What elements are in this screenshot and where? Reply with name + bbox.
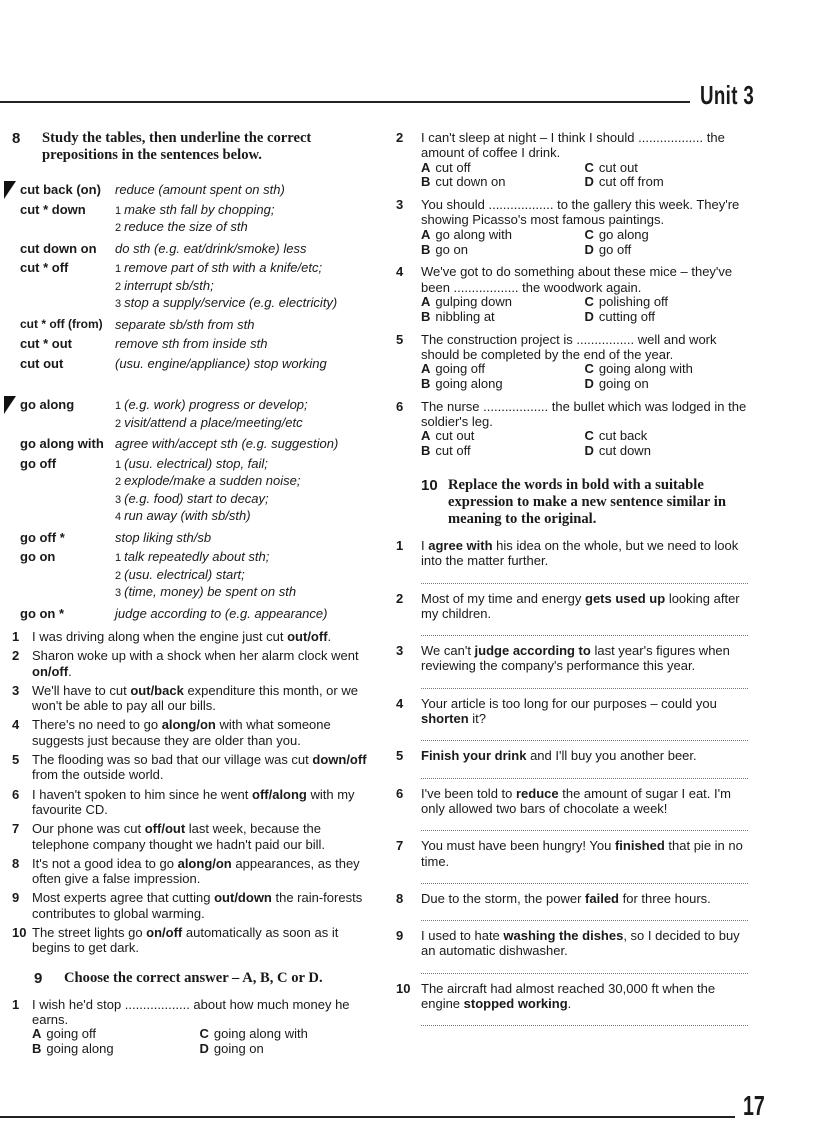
section10-heading bbox=[396, 477, 748, 528]
bold-phrase: off/out bbox=[144, 821, 186, 837]
definition-row bbox=[12, 260, 367, 313]
definition-line: 1 talk repeatedly about sth; bbox=[115, 549, 270, 564]
definition-line: 1 make sth fall by chopping; bbox=[115, 201, 275, 217]
question-stem bbox=[12, 997, 367, 1057]
rewrite-body bbox=[421, 786, 748, 839]
sentence-text: I agree with his idea on the whole, but we need to look into the matter further. bbox=[421, 537, 739, 569]
option-letter: A bbox=[421, 428, 431, 444]
phrasal-verb: cut down on bbox=[20, 240, 97, 256]
exercise9-questions-left bbox=[12, 997, 367, 1057]
answer-option-d[interactable]: D cut off from bbox=[584, 174, 664, 190]
item-number: 8 bbox=[396, 890, 404, 906]
rewrite-item bbox=[396, 891, 748, 928]
item-number: 2 bbox=[12, 648, 20, 664]
option-letter: D bbox=[584, 375, 594, 391]
option-letter: D bbox=[584, 174, 594, 190]
exercise-sentence bbox=[12, 683, 367, 714]
item-number: 4 bbox=[12, 717, 20, 733]
phrasal-verb: cut back (on) bbox=[20, 182, 101, 197]
bold-phrase: on/off bbox=[32, 663, 69, 679]
exercise-sentence bbox=[12, 717, 367, 748]
phrasal-verb: go off bbox=[20, 455, 57, 471]
definition bbox=[115, 241, 367, 257]
option-letter: A bbox=[421, 159, 431, 175]
sense-number: 1 bbox=[115, 400, 122, 412]
sense-number: 3 bbox=[115, 298, 122, 310]
answer-line[interactable] bbox=[421, 961, 748, 974]
answer-option-c[interactable]: C polishing off bbox=[584, 293, 669, 309]
definition-row bbox=[12, 456, 367, 526]
answer-option-b[interactable]: B go on bbox=[421, 241, 468, 257]
sense-number: 2 bbox=[115, 280, 122, 293]
bold-phrase: Finish your drink bbox=[421, 748, 527, 764]
bold-phrase: failed bbox=[585, 890, 619, 906]
exercise-sentence bbox=[12, 890, 367, 921]
definition-row bbox=[12, 317, 367, 333]
definition bbox=[115, 436, 367, 452]
rewrite-body bbox=[421, 748, 748, 785]
bold-phrase: out/off bbox=[287, 629, 328, 644]
answer-option-d[interactable]: D going on bbox=[584, 375, 649, 391]
sense-number: 3 bbox=[115, 493, 122, 506]
question-stem bbox=[396, 264, 748, 324]
definition-row bbox=[12, 356, 367, 372]
definition bbox=[115, 202, 367, 237]
definition-line: judge according to (e.g. appearance) bbox=[115, 605, 328, 621]
option-letter: A bbox=[421, 293, 431, 309]
item-number: 7 bbox=[12, 821, 20, 837]
question-body bbox=[421, 197, 748, 257]
definition-line: do sth (e.g. eat/drink/smoke) less bbox=[115, 240, 307, 256]
bold-phrase: judge according to bbox=[474, 643, 591, 659]
option-letter: C bbox=[584, 293, 594, 309]
rewrite-body bbox=[421, 838, 748, 891]
answer-line[interactable] bbox=[421, 818, 748, 831]
definition bbox=[115, 260, 367, 313]
phrasal-verb: go on * bbox=[20, 605, 65, 621]
item-number: 4 bbox=[396, 695, 404, 711]
option-letter: D bbox=[584, 241, 594, 257]
definition-line: 1 remove part of sth with a knife/etc; bbox=[115, 260, 323, 275]
item-number: 5 bbox=[12, 752, 20, 768]
item-number: 2 bbox=[396, 130, 404, 145]
answer-option-d[interactable]: D going on bbox=[199, 1041, 264, 1057]
question-body bbox=[421, 264, 748, 324]
section-instruction: Study the tables, then underline the correct prepositions in the sentences below. bbox=[42, 130, 312, 163]
answer-option-b[interactable]: B going along bbox=[32, 1041, 114, 1057]
answer-option-a[interactable]: A cut off bbox=[421, 159, 471, 175]
sentence-text: Your article is too long for our purposes – could you shorten it? bbox=[421, 695, 717, 727]
answer-options bbox=[421, 228, 748, 258]
item-number: 10 bbox=[12, 925, 27, 941]
bold-phrase: reduce bbox=[516, 785, 559, 801]
item-number: 9 bbox=[12, 890, 20, 906]
answer-line[interactable] bbox=[421, 766, 748, 779]
question-body bbox=[32, 997, 367, 1057]
definition bbox=[115, 397, 367, 432]
answer-option-a[interactable]: A going off bbox=[32, 1026, 97, 1042]
definition-line: 2 explode/make a sudden noise; bbox=[115, 473, 301, 488]
multiple-choice-question bbox=[396, 130, 748, 190]
item-number: 3 bbox=[12, 682, 20, 698]
option-letter: B bbox=[421, 443, 431, 459]
sense-number: 1 bbox=[115, 204, 122, 217]
answer-option-d[interactable]: D cut down bbox=[584, 443, 651, 459]
answer-line[interactable] bbox=[421, 1013, 748, 1026]
answer-option-c[interactable]: C cut out bbox=[584, 159, 638, 175]
definition-row bbox=[12, 436, 367, 452]
multiple-choice-question bbox=[396, 264, 748, 324]
answer-line[interactable] bbox=[421, 676, 748, 689]
rewrite-item bbox=[396, 643, 748, 696]
definition-row bbox=[12, 606, 367, 622]
answer-options bbox=[421, 362, 748, 392]
sentence-text: Most of my time and energy gets used up looking after my children. bbox=[421, 590, 740, 621]
item-number: 5 bbox=[396, 748, 404, 764]
bold-phrase: agree with bbox=[428, 537, 493, 553]
definition-line: 3 (e.g. food) start to decay; bbox=[115, 490, 269, 506]
section8-heading bbox=[12, 130, 367, 164]
answer-options bbox=[32, 1027, 367, 1057]
answer-options bbox=[421, 161, 748, 191]
phrasal-verb: cut out bbox=[20, 355, 64, 371]
sentence-text: I haven't spoken to him since he went off/along with my favourite CD. bbox=[32, 786, 355, 817]
definition bbox=[115, 549, 367, 602]
rewrite-item bbox=[396, 981, 748, 1034]
answer-option-a[interactable]: A gulping down bbox=[421, 293, 513, 309]
definition-line: 1 (e.g. work) progress or develop; bbox=[115, 397, 308, 412]
footer-rule bbox=[0, 1116, 735, 1118]
header-rule bbox=[0, 101, 690, 103]
definition bbox=[115, 530, 367, 546]
option-letter: B bbox=[421, 308, 431, 324]
sentence-text: Sharon woke up with a shock when her alarm clock went on/off. bbox=[32, 648, 359, 679]
sentence-text: We can't judge according to last year's figures when reviewing the company's performance this year. bbox=[421, 643, 730, 674]
bold-phrase: out/back bbox=[130, 682, 184, 698]
answer-line[interactable] bbox=[421, 728, 748, 741]
bold-phrase: along/on bbox=[161, 717, 216, 733]
definition-line: reduce (amount spent on sth) bbox=[115, 182, 285, 197]
multiple-choice-question bbox=[396, 399, 748, 459]
question-text: I can't sleep at night – I think I should .................. the amount of coffee I drink. bbox=[421, 130, 725, 161]
exercise-sentence bbox=[12, 925, 367, 956]
section-marker-icon bbox=[4, 181, 16, 199]
option-letter: C bbox=[199, 1026, 209, 1042]
answer-option-b[interactable]: B cut down on bbox=[421, 174, 506, 190]
answer-option-c[interactable]: C going along with bbox=[584, 361, 693, 377]
definition-line: 2 visit/attend a place/meeting/etc bbox=[115, 414, 303, 430]
bold-phrase: on/off bbox=[146, 925, 183, 941]
exercise-sentence bbox=[12, 787, 367, 818]
item-number: 3 bbox=[396, 643, 404, 659]
question-body bbox=[421, 332, 748, 392]
definition-row bbox=[12, 336, 367, 352]
phrasal-verb: cut * out bbox=[20, 336, 72, 351]
section-number: 9 bbox=[34, 969, 43, 987]
cut-group bbox=[12, 182, 367, 371]
rewrite-item bbox=[396, 748, 748, 785]
bold-phrase: out/down bbox=[214, 890, 272, 906]
section-instruction: Replace the words in bold with a suitable expression to make a new sentence similar in meaning to the original. bbox=[448, 476, 726, 527]
item-number: 1 bbox=[12, 629, 20, 644]
exercise10-items bbox=[396, 538, 748, 1033]
bold-phrase: stopped working bbox=[463, 995, 568, 1011]
question-text: The nurse .................. the bullet which was lodged in the soldier's leg. bbox=[421, 398, 747, 430]
option-letter: A bbox=[421, 226, 431, 242]
right-column bbox=[396, 130, 748, 1033]
definition-row bbox=[12, 530, 367, 546]
option-letter: D bbox=[584, 443, 594, 459]
phrasal-verb: go along bbox=[20, 397, 75, 412]
bold-phrase: shorten bbox=[421, 711, 469, 727]
exercise9-questions-right bbox=[396, 130, 748, 459]
definition bbox=[115, 356, 367, 372]
item-number: 4 bbox=[396, 264, 404, 280]
sentence-text: I used to hate washing the dishes, so I decided to buy an automatic dishwasher. bbox=[421, 928, 740, 959]
sense-number: 4 bbox=[115, 511, 122, 523]
definition bbox=[115, 182, 367, 198]
answer-line[interactable] bbox=[421, 623, 748, 636]
item-number: 9 bbox=[396, 928, 404, 944]
sentence-text: It's not a good idea to go along/on appearances, as they often give a false impression. bbox=[32, 855, 360, 887]
exercise-sentence bbox=[12, 752, 367, 783]
sense-number: 1 bbox=[115, 458, 122, 471]
definition-line: agree with/accept sth (e.g. suggestion) bbox=[115, 436, 339, 451]
rewrite-item bbox=[396, 928, 748, 981]
option-letter: A bbox=[421, 361, 431, 377]
multiple-choice-question bbox=[396, 197, 748, 257]
rewrite-body bbox=[421, 538, 748, 591]
bold-phrase: washing the dishes bbox=[503, 928, 624, 944]
bold-phrase: along/on bbox=[177, 855, 232, 871]
item-number: 2 bbox=[396, 590, 404, 606]
definition-line: 3 stop a supply/service (e.g. electricity) bbox=[115, 295, 338, 310]
rewrite-body bbox=[421, 981, 748, 1034]
definition bbox=[115, 336, 367, 352]
sentence-text: Finish your drink and I'll buy you another beer. bbox=[421, 748, 697, 764]
sentence-text: We'll have to cut out/back expenditure this month, or we won't be able to pay all our bills. bbox=[32, 682, 358, 714]
option-letter: A bbox=[32, 1026, 42, 1042]
question-stem bbox=[396, 332, 748, 392]
exercise-sentence bbox=[12, 648, 367, 679]
definition-line: (usu. engine/appliance) stop working bbox=[115, 355, 327, 371]
rewrite-item bbox=[396, 786, 748, 839]
question-body bbox=[421, 399, 748, 459]
phrasal-verb: go off * bbox=[20, 529, 65, 545]
unit-title: Unit 3 bbox=[700, 80, 755, 110]
section-number: 8 bbox=[12, 130, 21, 147]
answer-line[interactable] bbox=[421, 571, 748, 584]
definition-line: 3 (time, money) be spent on sth bbox=[115, 584, 297, 599]
answer-line[interactable] bbox=[421, 871, 748, 884]
sense-number: 1 bbox=[115, 263, 122, 275]
item-number: 7 bbox=[396, 838, 404, 854]
item-number: 6 bbox=[12, 786, 20, 802]
definition-line: separate sb/sth from sth bbox=[115, 316, 255, 332]
definition-row bbox=[12, 202, 367, 237]
option-letter: B bbox=[421, 241, 431, 257]
definition-row bbox=[12, 549, 367, 602]
answer-options bbox=[421, 429, 748, 459]
sentence-text: The flooding was so bad that our village was cut down/off from the outside world. bbox=[32, 752, 367, 783]
bold-phrase: off/along bbox=[252, 786, 307, 802]
item-number: 1 bbox=[12, 996, 20, 1012]
section-marker-icon bbox=[4, 396, 16, 414]
item-number: 5 bbox=[396, 331, 404, 347]
sentence-text: You must have been hungry! You finished that pie in no time. bbox=[421, 838, 743, 869]
definition-line: 2 reduce the size of sth bbox=[115, 219, 248, 234]
phrasal-verb-table bbox=[12, 182, 367, 621]
rewrite-body bbox=[421, 696, 748, 749]
multiple-choice-question bbox=[12, 997, 367, 1057]
question-stem bbox=[396, 130, 748, 190]
item-number: 6 bbox=[396, 398, 404, 414]
rewrite-item bbox=[396, 538, 748, 591]
rewrite-item bbox=[396, 838, 748, 891]
item-number: 3 bbox=[396, 197, 404, 213]
option-letter: C bbox=[584, 428, 594, 444]
sense-number: 2 bbox=[115, 569, 122, 582]
exercise8-sentences bbox=[12, 629, 367, 956]
sentence-text: I've been told to reduce the amount of sugar I eat. I'm only allowed two bars of chocolate a week! bbox=[421, 785, 731, 816]
phrasal-verb: cut * off (from) bbox=[20, 316, 103, 331]
answer-option-c[interactable]: C cut back bbox=[584, 428, 648, 444]
definition-row bbox=[12, 182, 367, 198]
exercise-sentence bbox=[12, 821, 367, 852]
sense-number: 3 bbox=[115, 587, 122, 599]
item-number: 8 bbox=[12, 855, 20, 871]
sentence-text: There's no need to go along/on with what someone suggests just because they are older than you. bbox=[32, 717, 331, 748]
answer-option-d[interactable]: D go off bbox=[584, 241, 632, 257]
sentence-text: I was driving along when the engine just cut out/off. bbox=[32, 629, 332, 644]
rewrite-body bbox=[421, 891, 748, 928]
phrasal-verb: go along with bbox=[20, 436, 104, 451]
bold-phrase: down/off bbox=[312, 752, 367, 768]
sentence-text: Most experts agree that cutting out/down the rain-forests contributes to global warming. bbox=[32, 890, 363, 921]
question-stem bbox=[396, 399, 748, 459]
question-body bbox=[421, 130, 748, 190]
exercise-sentence bbox=[12, 856, 367, 887]
rewrite-body bbox=[421, 643, 748, 696]
question-text: I wish he'd stop .................. about how much money he earns. bbox=[32, 996, 350, 1027]
section9-heading bbox=[12, 970, 367, 987]
question-text: The construction project is ................ well and work should be completed by the end of the year. bbox=[421, 331, 717, 362]
answer-options bbox=[421, 295, 748, 325]
bold-phrase: finished bbox=[614, 838, 665, 854]
page-number: 17 bbox=[743, 1090, 765, 1121]
sentence-text: The aircraft had almost reached 30,000 ft when the engine stopped working. bbox=[421, 980, 716, 1011]
option-letter: B bbox=[32, 1041, 42, 1057]
definition-row bbox=[12, 397, 367, 432]
sense-number: 2 bbox=[115, 417, 122, 430]
definition-line: 4 run away (with sb/sth) bbox=[115, 508, 251, 523]
phrasal-verb: cut * down bbox=[20, 201, 86, 217]
item-number: 6 bbox=[396, 785, 404, 801]
exercise-sentence bbox=[12, 629, 367, 644]
answer-option-a[interactable]: A cut out bbox=[421, 428, 475, 444]
bold-phrase: gets used up bbox=[585, 590, 666, 606]
sentence-text: Our phone was cut off/out last week, because the telephone company thought we hadn't paid our bill. bbox=[32, 821, 326, 852]
answer-option-b[interactable]: B cut off bbox=[421, 443, 471, 459]
answer-option-b[interactable]: B going along bbox=[421, 375, 503, 391]
sense-number: 2 bbox=[115, 476, 122, 488]
definition bbox=[115, 606, 367, 622]
definition bbox=[115, 317, 367, 333]
answer-line[interactable] bbox=[421, 908, 748, 921]
option-letter: C bbox=[584, 361, 594, 377]
definition-row bbox=[12, 241, 367, 257]
answer-option-c[interactable]: C going along with bbox=[199, 1026, 308, 1042]
item-number: 10 bbox=[396, 980, 411, 996]
answer-option-a[interactable]: A going off bbox=[421, 361, 486, 377]
rewrite-body bbox=[421, 591, 748, 644]
go-group bbox=[12, 397, 367, 621]
definition-line: 2 interrupt sb/sth; bbox=[115, 277, 214, 293]
question-stem bbox=[396, 197, 748, 257]
rewrite-item bbox=[396, 591, 748, 644]
rewrite-body bbox=[421, 928, 748, 981]
answer-option-d[interactable]: D cutting off bbox=[584, 308, 656, 324]
phrasal-verb: go on bbox=[20, 549, 56, 564]
phrasal-verb: cut * off bbox=[20, 260, 69, 275]
multiple-choice-question bbox=[396, 332, 748, 392]
sentence-text: Due to the storm, the power failed for three hours. bbox=[421, 890, 711, 906]
option-letter: B bbox=[421, 375, 431, 391]
item-number: 1 bbox=[396, 537, 404, 553]
question-text: You should .................. to the gallery this week. They're showing Picasso's most famous paintings. bbox=[421, 197, 740, 228]
definition-line: 2 (usu. electrical) start; bbox=[115, 566, 245, 582]
answer-option-a[interactable]: A go along with bbox=[421, 226, 513, 242]
sense-number: 1 bbox=[115, 552, 122, 564]
sentence-text: The street lights go on/off automatically as soon as it begins to get dark. bbox=[32, 925, 339, 956]
option-letter: B bbox=[421, 174, 431, 190]
definition-line: 1 (usu. electrical) stop, fail; bbox=[115, 455, 268, 471]
option-letter: C bbox=[584, 226, 594, 242]
option-letter: C bbox=[584, 159, 594, 175]
left-column bbox=[12, 130, 367, 1064]
answer-option-c[interactable]: C go along bbox=[584, 226, 649, 242]
answer-option-b[interactable]: B nibbling at bbox=[421, 308, 495, 324]
section-number: 10 bbox=[421, 476, 438, 494]
option-letter: D bbox=[199, 1041, 209, 1057]
definition bbox=[115, 456, 367, 526]
definition-line: stop liking sth/sb bbox=[115, 529, 212, 545]
section-instruction: Choose the correct answer – A, B, C or D. bbox=[64, 969, 323, 986]
question-text: We've got to do something about these mice – they've been .................. the woodwork again. bbox=[421, 264, 733, 295]
definition-line: remove sth from inside sth bbox=[115, 336, 268, 351]
rewrite-item bbox=[396, 696, 748, 749]
sense-number: 2 bbox=[115, 222, 122, 234]
option-letter: D bbox=[584, 308, 594, 324]
